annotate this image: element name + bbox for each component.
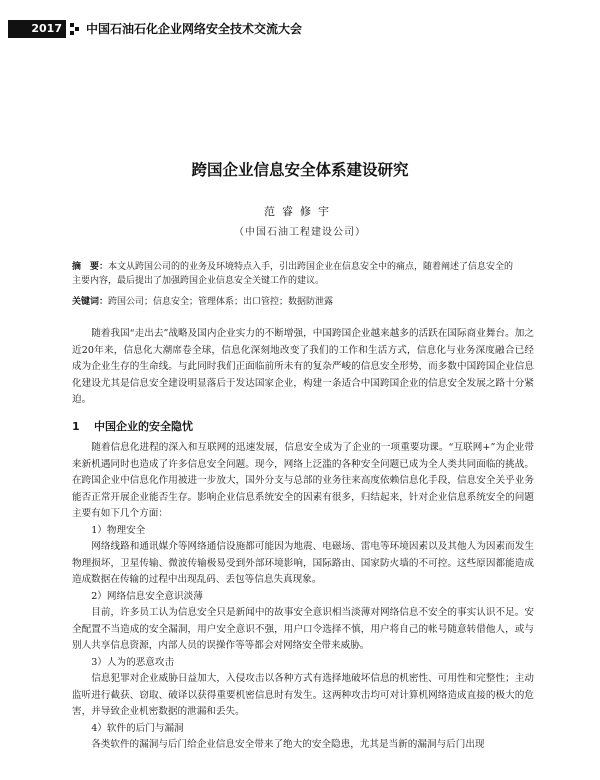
subheading-awareness: 2）网络信息安全意识淡薄 bbox=[91, 590, 203, 602]
subheading-attack: 3）人为的恶意攻击 bbox=[91, 656, 175, 668]
author: 范睿修宇 bbox=[264, 205, 336, 218]
section-title: 中国企业的安全隐忧 bbox=[94, 420, 193, 433]
abstract-label: 摘 要： bbox=[72, 262, 109, 272]
abstract-text: 本文从跨国公司的的业务及环境特点入手，引出跨国企业在信息安全中的痛点，随着阐述了信息安全的主要内容，最后提出了加强跨国企业信息安全关键工作的建议。 bbox=[72, 262, 514, 286]
keywords bbox=[72, 295, 532, 309]
section-number: 1 bbox=[72, 420, 80, 433]
affiliation: （中国石油工程建设公司） bbox=[234, 227, 366, 238]
paper-title: 跨国企业信息安全体系建设研究 bbox=[191, 161, 409, 179]
paragraph-attack: 信息犯罪对企业威胁日益加大，入侵攻击以各种方式有选择地破坏信息的机密性、可用性和完整性；主动监听进行截获、窃取、破译以获得重要机密信息时有发生。这两种攻击均可对计算机网络造成直接的极大的危害，并导致企业机密数据的泄漏和丢失。 bbox=[72, 673, 534, 717]
keywords-text: 跨国公司；信息安全；管理体系；出口管控；数据防泄露 bbox=[108, 297, 334, 307]
running-header bbox=[0, 20, 600, 40]
square-dots-icon bbox=[70, 23, 80, 35]
section-heading bbox=[72, 418, 193, 434]
paragraph-backdoor: 各类软件的漏洞与后门给企业信息安全带来了绝大的安全隐患，尤其是当新的漏洞与后门出现 bbox=[91, 739, 485, 750]
subheading-backdoor: 4）软件的后门与漏洞 bbox=[91, 722, 184, 734]
conference-title: 中国石油石化企业网络安全技术交流大会 bbox=[86, 22, 303, 36]
intro-paragraph: 随着我国“走出去”战略及国内企业实力的不断增强，中国跨国企业越来越多的活跃在国际商业舞台。加之近20年来，信息化大潮席卷全球，信息化深刻地改变了我们的工作和生活方式，信息化与业务深度融合已经成为企业生存的生命线。与此同时我们正面临前所未有的复杂严峻的信息安全形势，而多数中国跨国企业信息化建设尤其是信息安全建设明显落后于发达国家企业，构建一条适合中国跨国企业的信息安全发展之路十分紧迫。 bbox=[72, 328, 534, 405]
keywords-label: 关键词： bbox=[72, 297, 109, 307]
abstract bbox=[72, 260, 514, 288]
subheading-physical: 1）物理安全 bbox=[91, 524, 146, 536]
section-paragraph: 随着信息化进程的深入和互联网的迅速发展，信息安全成为了企业的一项重要功课。“互联网+”为企业带来新机遇同时也造成了许多信息安全问题。现今，网络上泛滥的各种安全问题已成为全人类共同面临的挑战。在跨国企业中信息化作用被进一步放大，国外分支与总部的业务往来高度依赖信息化手段，信息安全关乎业务能否正常开展企业能否生存。影响企业信息系统安全的因素有很多，归结起来，针对企业信息系统安全的问题主要有如下几个方面： bbox=[72, 442, 534, 519]
paragraph-physical: 网络线路和通讯媒介等网络通信设施都可能因为地震、电磁场、雷电等环境因素以及其他人为因素而发生物理损坏，卫星传输、微波传输极易受到外部环境影响，国际路由、国家防火墙的不可控。这些原因都能造成造成数据在传输的过程中出现乱码、丢包等信息失真现象。 bbox=[72, 541, 534, 585]
header-year: 2017 bbox=[8, 20, 66, 38]
section-body bbox=[72, 440, 534, 754]
paragraph-awareness: 目前，许多员工认为信息安全只是新闻中的故事安全意识相当淡薄对网络信息不安全的事实认识不足。安全配置不当造成的安全漏洞，用户安全意识不强，用户口令选择不慎，用户将自己的帐号随意转借他人，或与别人共享信息资源，内部人员的误操作等等都会对网络安全带来威胁。 bbox=[72, 607, 534, 651]
